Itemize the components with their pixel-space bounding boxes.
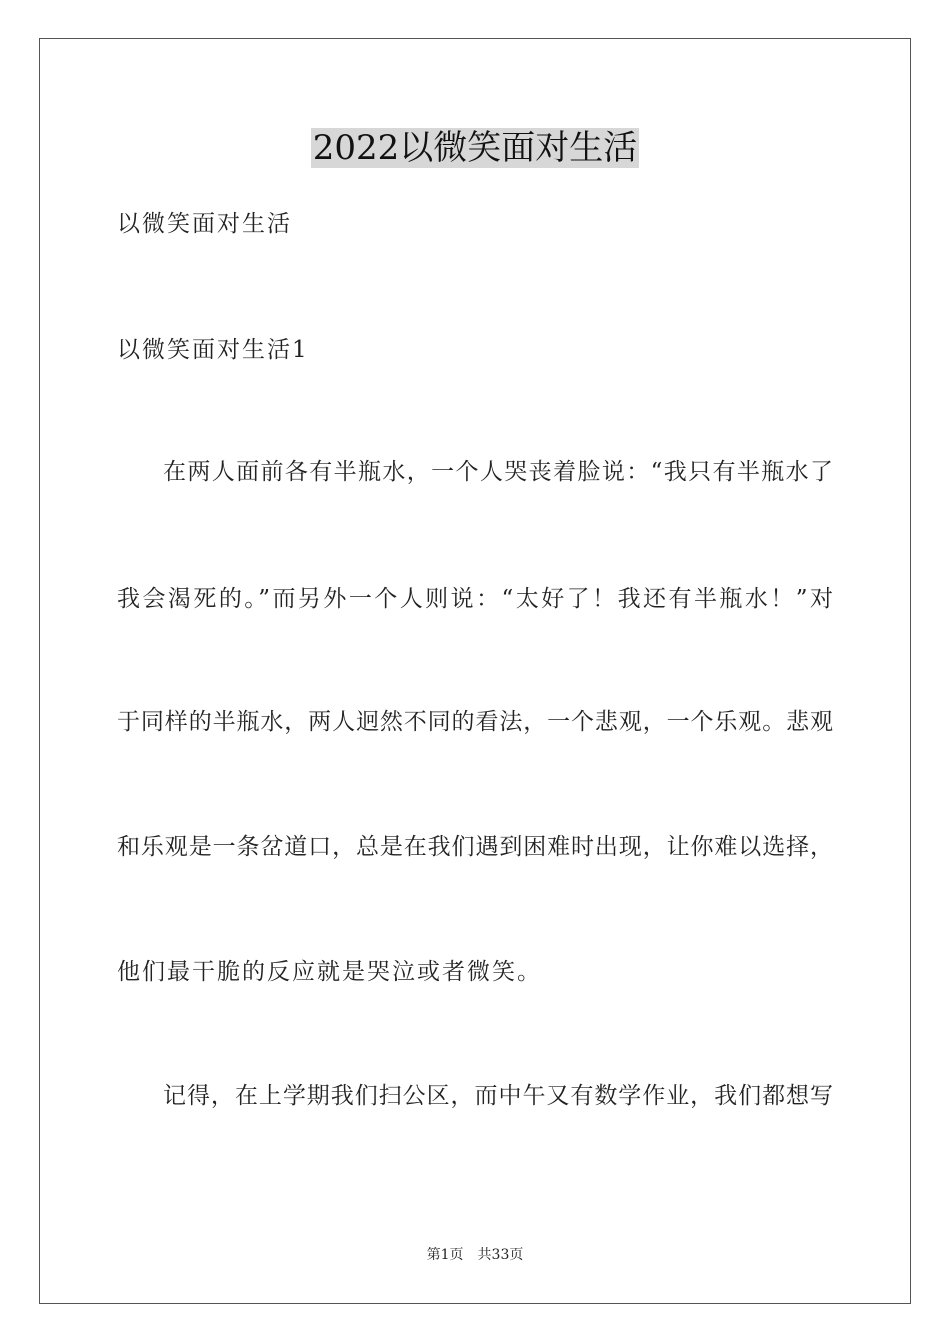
subtitle-line: 以微笑面对生活 [117,211,292,237]
paragraph-line: 我会渴死的。”而另外一个人则说：“太好了！我还有半瓶水！”对 [117,586,833,612]
paragraph-line: 记得，在上学期我们扫公区，而中午又有数学作业，我们都想写 [163,1083,833,1109]
document-title-text: 2022以微笑面对生活 [312,128,638,168]
section-heading: 以微笑面对生活1 [117,337,309,363]
page-number-footer: 第1页 共33页 [426,1247,524,1263]
paragraph-line: 在两人面前各有半瓶水，一个人哭丧着脸说：“我只有半瓶水了 [163,459,833,485]
document-title [0,124,950,172]
paragraph-line: 于同样的半瓶水，两人迥然不同的看法，一个悲观，一个乐观。悲观 [117,709,833,735]
paragraph-line: 他们最干脆的反应就是哭泣或者微笑。 [117,959,542,985]
paragraph-line: 和乐观是一条岔道口，总是在我们遇到困难时出现，让你难以选择， [117,834,833,860]
